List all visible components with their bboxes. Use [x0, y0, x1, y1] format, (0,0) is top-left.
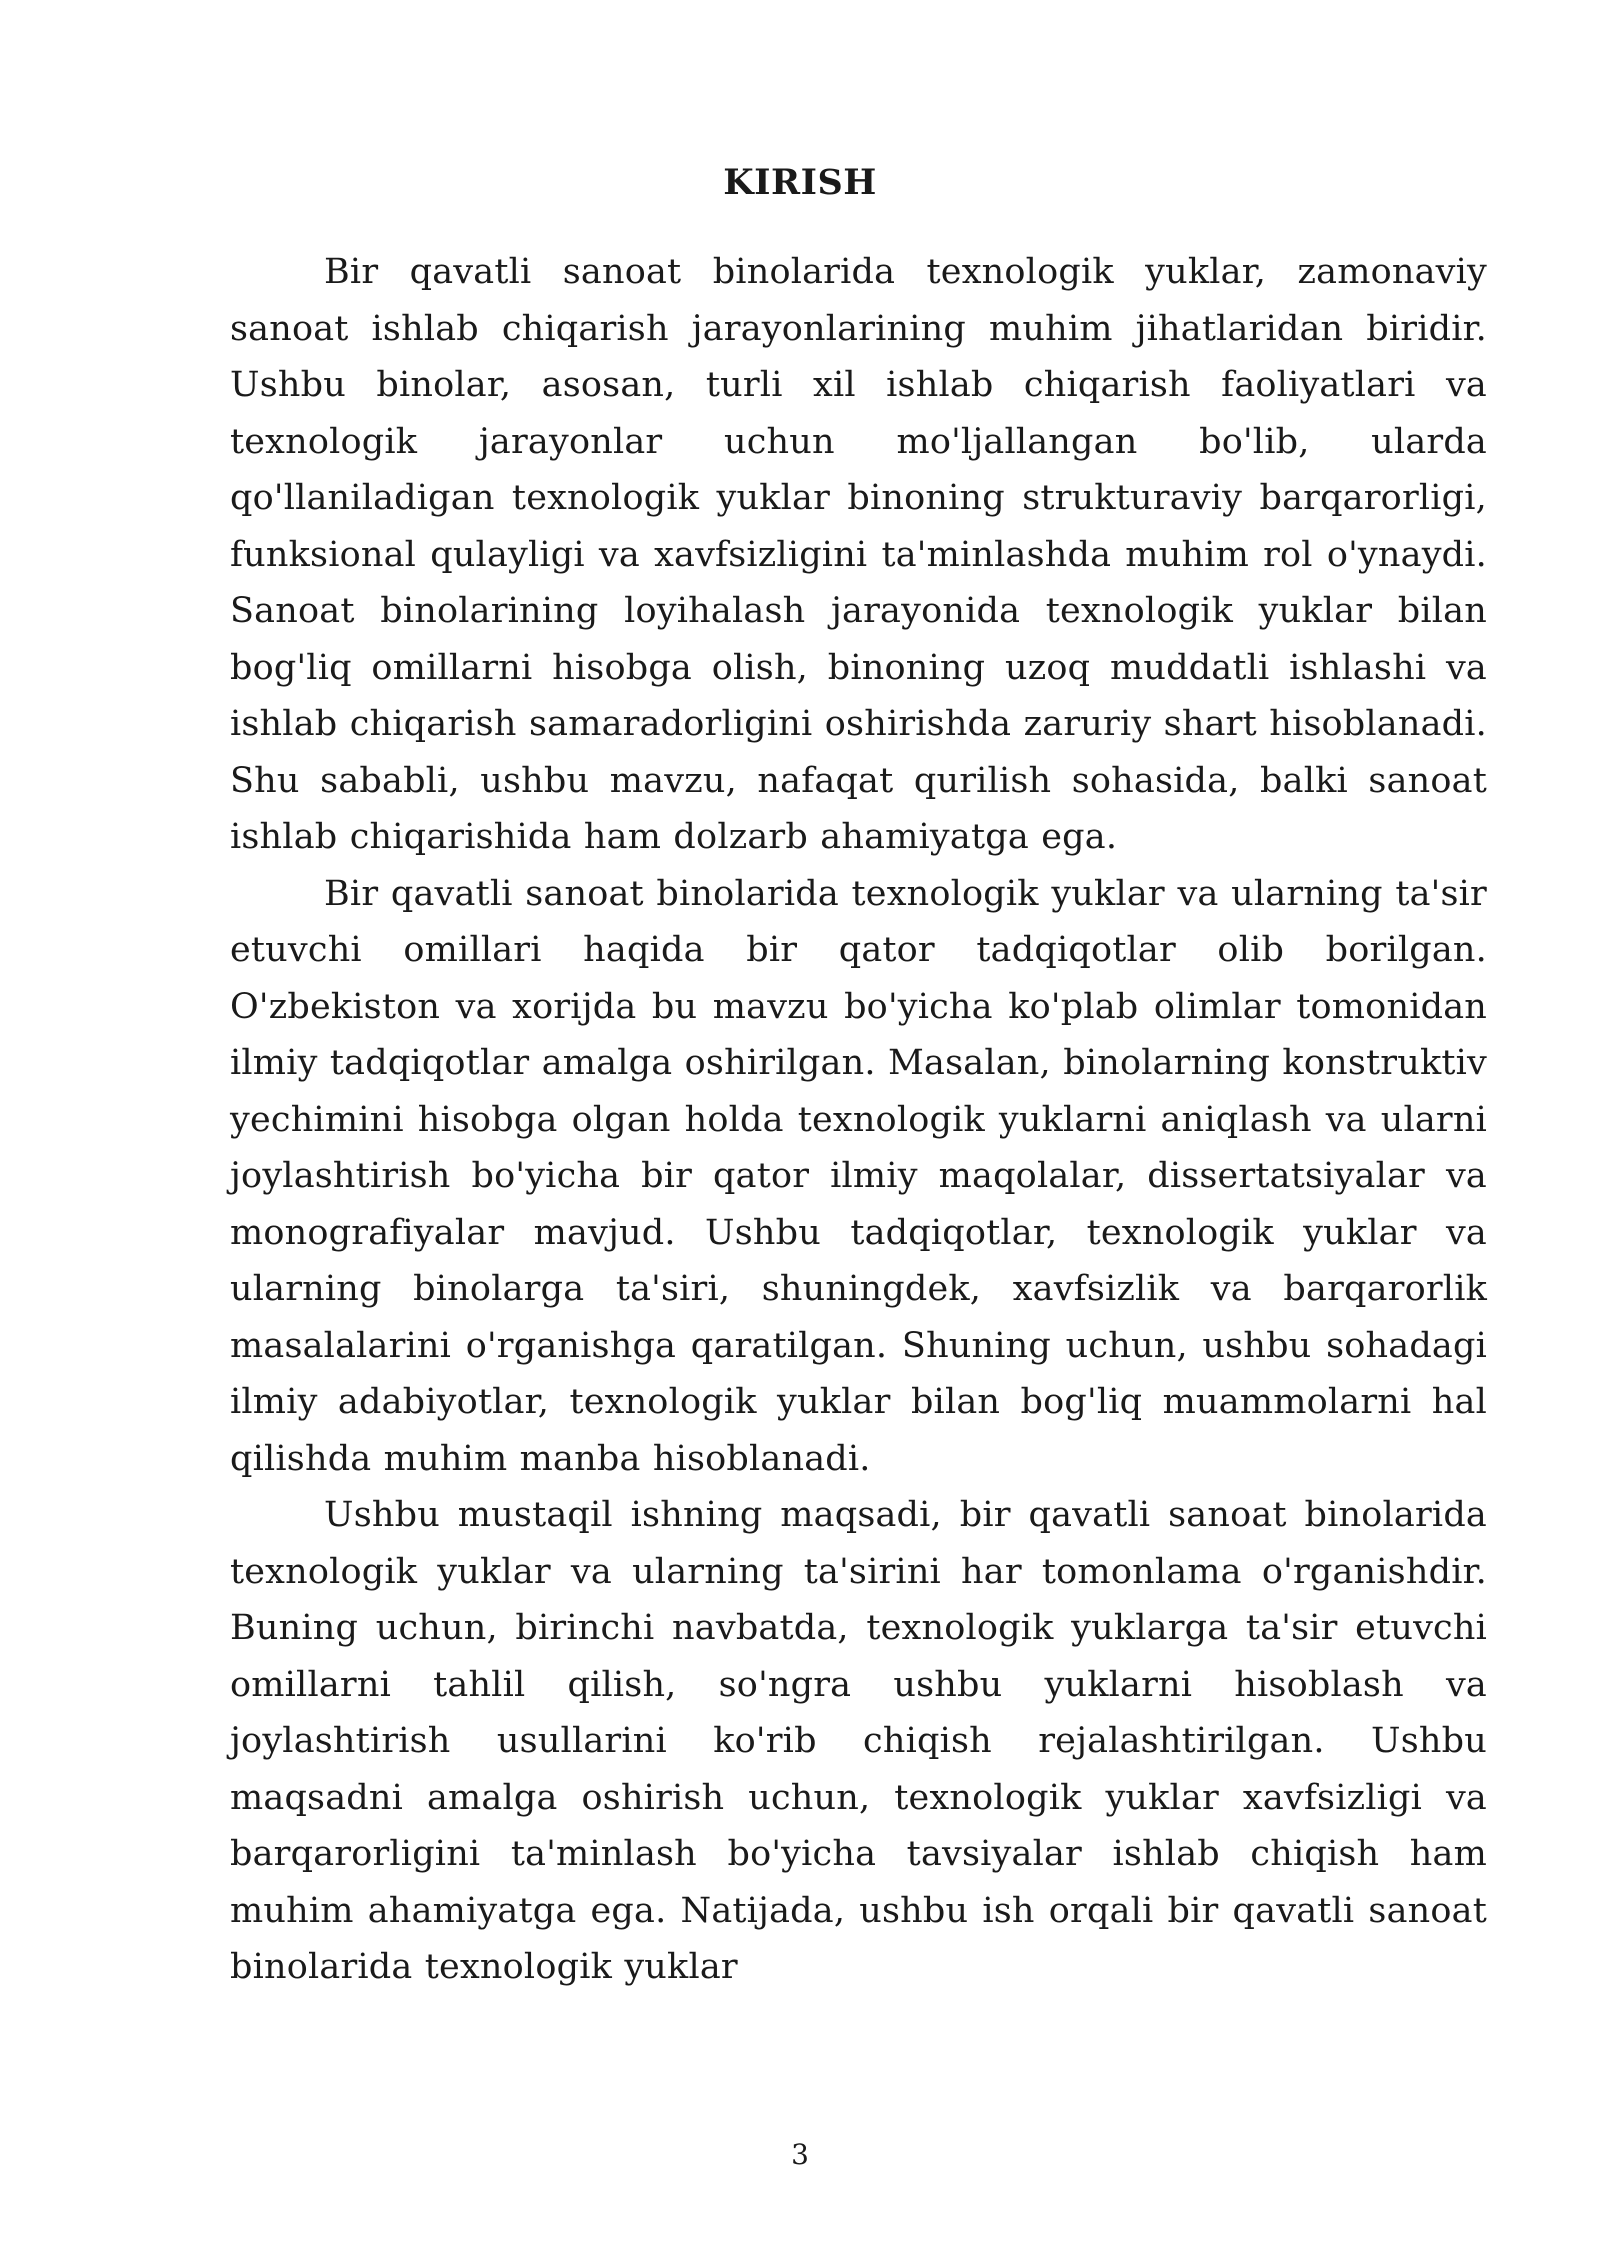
paragraph-2: Bir qavatli sanoat binolarida texnologik yuklar va ularning ta'sir etuvchi omillari haqida bir qator tadqiqotlar olib borilgan. O'zbekiston va xorijda bu mavzu bo'yicha ko'plab olimlar tomonidan ilmiy tadqiqotlar amalga oshirilgan. Masalan, binolarning konstruktiv yechimini hisobga olgan holda texnologik yuklarni aniqlash va ularni joylashtirish bo'yicha bir qator ilmiy maqolalar, dissertatsiyalar va monografiyalar mavjud. Ushbu tadqiqotlar, texnologik yuklar va ularning binolarga ta'siri, shuningdek, xavfsizlik va barqarorlik masalalarini o'rganishga qaratilgan. Shuning uchun, ushbu sohadagi ilmiy adabiyotlar, texnologik yuklar bilan bog'liq muammolarni hal qilishda muhim manba hisoblanadi.: [230, 873, 1487, 1479]
page-number: 3: [791, 2138, 809, 2171]
body-text: [230, 244, 1487, 1996]
paragraph-3: Ushbu mustaqil ishning maqsadi, bir qavatli sanoat binolarida texnologik yuklar va ularning ta'sirini har tomonlama o'rganishdir. Buning uchun, birinchi navbatda, texnologik yuklarga ta'sir etuvchi omillarni tahlil qilish, so'ngra ushbu yuklarni hisoblash va joylashtirish usullarini ko'rib chiqish rejalashtirilgan. Ushbu maqsadni amalga oshirish uchun, texnologik yuklar xavfsizligi va barqarorligini ta'minlash bo'yicha tavsiyalar ishlab chiqish ham muhim ahamiyatga ega. Natijada, ushbu ish orqali bir qavatli sanoat binolarida texnologik yuklar: [230, 1495, 1487, 1987]
paragraph-1: Bir qavatli sanoat binolarida texnologik yuklar, zamonaviy sanoat ishlab chiqarish jarayonlarining muhim jihatlaridan biridir. Ushbu binolar, asosan, turli xil ishlab chiqarish faoliyatlari va texnologik jarayonlar uchun mo'ljallangan bo'lib, ularda qo'llaniladigan texnologik yuklar binoning strukturaviy barqarorligi, funksional qulayligi va xavfsizligini ta'minlashda muhim rol o'ynaydi. Sanoat binolarining loyihalash jarayonida texnologik yuklar bilan bog'liq omillarni hisobga olish, binoning uzoq muddatli ishlashi va ishlab chiqarish samaradorligini oshirishda zaruriy shart hisoblanadi. Shu sababli, ushbu mavzu, nafaqat qurilish sohasida, balki sanoat ishlab chiqarishida ham dolzarb ahamiyatga ega.: [230, 252, 1487, 857]
page-title: KIRISH: [723, 162, 877, 203]
